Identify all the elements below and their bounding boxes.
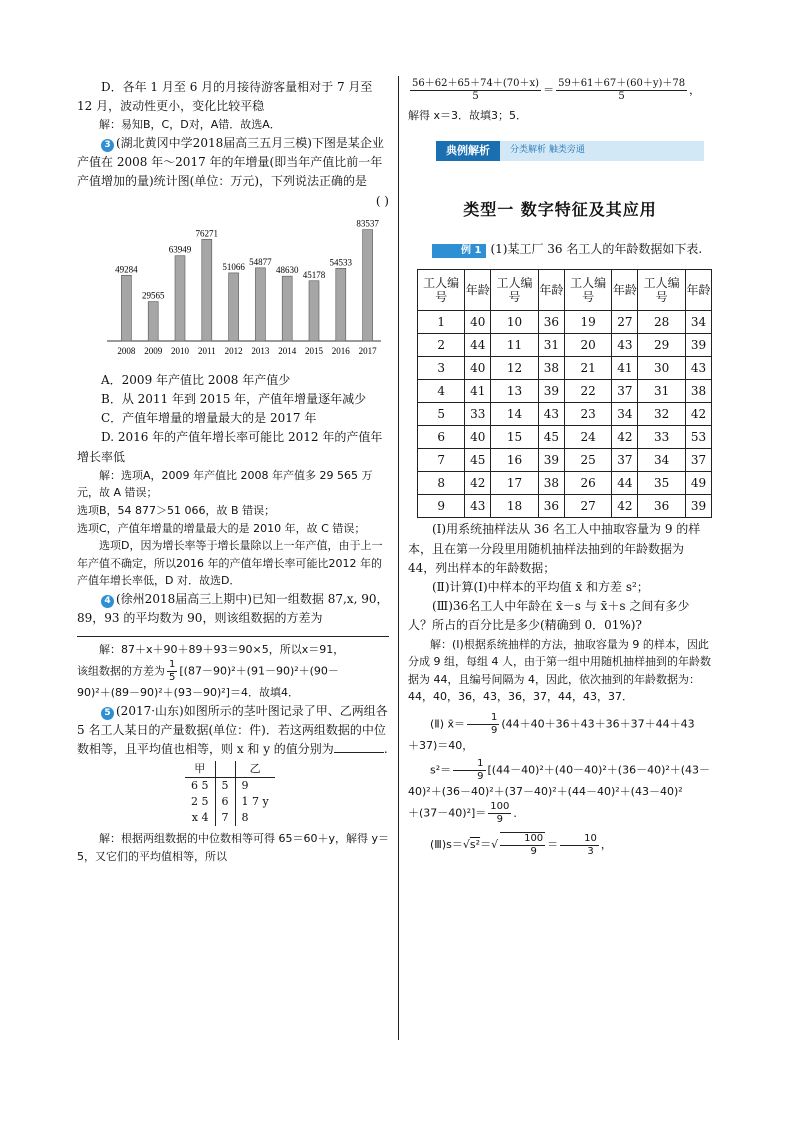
variance-end: ．	[513, 806, 525, 820]
q3-solution-3: 选项C，产值年增量的增量最大的是 2010 年，故 C 错误；	[77, 521, 366, 535]
data-label-2013: 54877	[249, 256, 272, 267]
table-cell: 20	[564, 334, 612, 357]
table-cell: 40	[465, 426, 491, 449]
table-row	[418, 357, 712, 380]
table-cell: 42	[612, 495, 638, 518]
table-cell: 13	[491, 380, 539, 403]
bar-2016	[336, 268, 346, 341]
frac-denominator: 9	[477, 771, 484, 783]
data-label-2014: 48630	[275, 264, 299, 275]
stddev-result-fraction	[560, 833, 599, 858]
mean-label: (Ⅱ) x̄＝	[430, 717, 466, 731]
stem-row-right: 1 7 y	[241, 795, 269, 809]
table-cell: 22	[564, 380, 612, 403]
table-cell: 32	[638, 403, 686, 426]
table-cell: 38	[685, 380, 711, 403]
mean-equation	[408, 78, 712, 103]
table-cell: 41	[612, 357, 638, 380]
table-cell: 37	[612, 380, 638, 403]
table-cell: 43	[538, 403, 564, 426]
table-header-cell: 工人编号	[491, 270, 539, 311]
sqrt-radicand: s²	[469, 838, 481, 852]
eq-sign-2: ＝	[547, 838, 559, 852]
data-label-2010: 63949	[168, 244, 192, 255]
table-cell: 42	[685, 403, 711, 426]
tick-label-2010: 2010	[171, 345, 189, 356]
table-row	[418, 472, 712, 495]
table-cell: 31	[638, 380, 686, 403]
solution-variance-2: 40)²＋(36－40)²＋(37－40)²＋(44－40)²＋(43－40)²	[408, 785, 683, 799]
eq-comma: ，	[689, 83, 701, 97]
table-cell: 34	[685, 311, 711, 334]
table-cell: 43	[612, 334, 638, 357]
table-cell: 41	[465, 380, 491, 403]
stem-row-stem: 6	[215, 794, 235, 810]
q3-option-c: C．产值年增量的增量最大的是 2017 年	[101, 411, 317, 426]
table-cell: 39	[685, 495, 711, 518]
tick-label-2009: 2009	[144, 345, 163, 356]
data-label-2012: 51066	[222, 261, 245, 272]
q5-answer-blank	[334, 741, 384, 753]
q3-option-d: D. 2016 年的产值年增长率可能比 2012 年的产值年增长率低	[77, 430, 383, 464]
eq-right-fraction	[556, 78, 687, 103]
table-body	[418, 311, 712, 518]
q5-solution: 解：根据两组数据的中位数相等可得 65＝60＋y，解得 y＝5，又它们的平均值相等，所以	[77, 832, 390, 863]
frac-denominator: 9	[496, 814, 504, 826]
bar-2015	[309, 280, 319, 340]
tick-label-2014: 2014	[278, 345, 297, 356]
table-cell: 34	[612, 403, 638, 426]
bar-2017	[363, 229, 373, 340]
question-number-5: 5	[101, 707, 114, 720]
data-label-2008: 49284	[115, 264, 138, 275]
solution-variance	[408, 758, 712, 783]
data-label-2009: 29565	[141, 290, 165, 301]
tick-label-2013: 2013	[251, 345, 270, 356]
table-row	[418, 449, 712, 472]
q4-stem: (徐州2018届高三上期中)已知一组数据 87,x, 90，89，93 的平均数为 90，则该组数据的方差为	[77, 592, 389, 626]
table-cell: 1	[418, 311, 465, 334]
stem-head-jia: 甲	[185, 761, 215, 778]
table-cell: 12	[491, 357, 539, 380]
table-cell: 11	[491, 334, 539, 357]
table-cell: 10	[491, 311, 539, 334]
table-header-cell: 年龄	[685, 270, 711, 311]
bar-2011	[202, 239, 212, 341]
table-cell: 45	[538, 426, 564, 449]
frac-numerator: 1	[467, 712, 499, 725]
variance-expr-end: ＋(37－40)²]＝	[408, 806, 487, 820]
table-header-row	[418, 270, 712, 311]
table-cell: 38	[538, 472, 564, 495]
tick-label-2016: 2016	[331, 345, 350, 356]
table-row	[418, 380, 712, 403]
table-cell: 43	[465, 495, 491, 518]
table-cell: 21	[564, 357, 612, 380]
age-table	[417, 269, 712, 518]
table-header-cell: 年龄	[465, 270, 491, 311]
frac-denominator: 3	[587, 845, 594, 857]
stem-row-left: 6 5	[191, 779, 209, 793]
q3-option-b: B．从 2011 年到 2015 年，产值年增量逐年减少	[101, 392, 367, 407]
frac-denominator: 9	[530, 846, 537, 858]
q4-solution-1: 解：87＋x＋90＋89＋93＝90×5，所以x＝91，	[99, 643, 345, 657]
stem-leaf-plot	[185, 761, 275, 826]
table-cell: 34	[638, 449, 686, 472]
eq-left-fraction	[410, 78, 541, 103]
banner-title: 典例解析	[436, 141, 500, 161]
data-label-2016: 54533	[329, 257, 353, 268]
tick-label-2011: 2011	[197, 345, 216, 356]
question-4	[77, 590, 389, 628]
part-3: (Ⅲ)36名工人中年龄在 x̄－s 与 x̄＋s 之间有多少人？所占的百分比是多少(精确到 0．01%)?	[408, 599, 690, 633]
bar-2008	[121, 275, 131, 341]
bar-chart-svg	[77, 211, 389, 361]
bar-2013	[255, 268, 265, 341]
frac-denominator: 5	[169, 671, 176, 683]
part-1: (Ⅰ)用系统抽样法从 36 名工人中抽取容量为 9 的样本，且在第一分段里用随机抽样法抽到的年龄数据为 44，列出样本的年龄数据；	[408, 522, 701, 575]
data-label-2017: 83537	[356, 218, 379, 229]
table-cell: 42	[612, 426, 638, 449]
table-cell: 6	[418, 426, 465, 449]
table-header-cell: 年龄	[612, 270, 638, 311]
left-column	[77, 78, 389, 865]
table-cell: 33	[638, 426, 686, 449]
tick-label-2017: 2017	[358, 345, 377, 356]
table-cell: 9	[418, 495, 465, 518]
solution-part-1: 解：(Ⅰ)根据系统抽样的方法，抽取容量为 9 的样本，因此分成 9 组，每组 4 人，由于第一组中用随机抽样抽到的年龄数据为 44，且编号间隔为 4，因此，依次抽到的年龄数据为：44，40，36，43，36，37，44，43，37．	[408, 637, 711, 704]
q4-solution-3: 90)²＋(89－90)²＋(93－90)²]＝4．故填4．	[77, 685, 299, 699]
table-cell: 36	[538, 311, 564, 334]
table-cell: 8	[418, 472, 465, 495]
table-cell: 37	[685, 449, 711, 472]
mean-expr: (44＋40＋36＋43＋36＋37＋44＋43	[501, 717, 695, 731]
table-cell: 35	[638, 472, 686, 495]
q4-solution-2	[77, 659, 389, 684]
table-cell: 4	[418, 380, 465, 403]
eq-right-num: 59＋61＋67＋(60＋y)＋78	[558, 78, 686, 89]
stddev-label: (Ⅲ)s＝	[430, 838, 463, 852]
table-cell: 43	[685, 357, 711, 380]
eq-sign: ＝	[543, 83, 555, 97]
q3-solution-2: 选项B，54 877＞51 066，故 B 错误；	[77, 504, 276, 518]
stem-row-right: 8	[241, 811, 249, 825]
table-cell: 40	[465, 357, 491, 380]
table-cell: 33	[465, 403, 491, 426]
frac-numerator: 1	[453, 758, 485, 771]
table-cell: 37	[612, 449, 638, 472]
variance-fraction	[453, 758, 485, 783]
table-cell: 29	[638, 334, 686, 357]
table-cell: 18	[491, 495, 539, 518]
frac-numerator: 100	[490, 801, 510, 813]
table-cell: 14	[491, 403, 539, 426]
fraction-one-fifth	[167, 659, 177, 684]
column-divider	[398, 76, 399, 1040]
table-cell: 39	[538, 449, 564, 472]
frac-numerator: 10	[560, 833, 599, 846]
table-cell: 39	[685, 334, 711, 357]
table-cell: 27	[612, 311, 638, 334]
eq-sign: ＝	[480, 838, 492, 852]
q3-solution-1: 解：选项A，2009 年产值比 2008 年产值多 29 565 万元，故 A 错误；	[77, 468, 373, 500]
table-row	[418, 426, 712, 449]
table-cell: 7	[418, 449, 465, 472]
right-column	[408, 78, 712, 858]
option-d-prev: D．各年 1 月至 6 月的月接待游客量相对于 7 月至 12 月，波动性更小，变化比较平稳	[77, 80, 373, 114]
q5-stem: (2017·山东)如图所示的茎叶图记录了甲、乙两组各 5 名工人某日的产量数据(单位：件)．若这两组数据的中位数相等，且平均值也相等，则 x 和 y 的值分别为	[77, 703, 388, 756]
question-number-4: 4	[101, 595, 114, 608]
example-tag: 例 1	[432, 244, 486, 258]
table-cell: 31	[538, 334, 564, 357]
table-cell: 30	[638, 357, 686, 380]
table-cell: 2	[418, 334, 465, 357]
stem-row-right: 9	[241, 779, 249, 793]
bar-2014	[282, 276, 292, 341]
data-label-2015: 45178	[302, 269, 326, 280]
eq-left-num: 56＋62＋65＋74＋(70＋x)	[412, 78, 540, 89]
variance-label: s²＝	[430, 763, 452, 777]
tick-label-2015: 2015	[305, 345, 323, 356]
table-cell: 17	[491, 472, 539, 495]
solution-prev: 解：易知B，C，D对，A错．故选A．	[99, 118, 281, 132]
solution-stddev: (Ⅲ)s＝√s²＝√ $\frac{100}{9}$ ＝ $\frac{10}{3}$ ，	[430, 832, 612, 858]
q3-solution-4: 选项D，因为增长率等于增长量除以上一年产值，由于上一年产值不确定，所以2016 年的产值年增长率可能比2012 年的产值年增长率低，D 对．故选D．	[77, 539, 383, 588]
stem-head-yi: 乙	[235, 761, 275, 778]
table-cell: 42	[465, 472, 491, 495]
table-cell: 53	[685, 426, 711, 449]
tick-label-2008: 2008	[117, 345, 136, 356]
table-cell: 40	[465, 311, 491, 334]
q3-option-a: A．2009 年产值比 2008 年产值少	[101, 372, 291, 387]
type-title: 类型一 数字特征及其应用	[463, 199, 657, 219]
table-cell: 36	[638, 495, 686, 518]
stem-row-stem: 7	[215, 810, 235, 826]
q3-stem: (湖北黄冈中学2018届高三五月三模)下图是某企业产值在 2008 年～2017 年的年增量(即当年产值比前一年产值增加的量)统计图(单位：万元)，下列说法正确的是	[77, 135, 384, 189]
part-2: (Ⅱ)计算(Ⅰ)中样本的平均值 x̄ 和方差 s²；	[432, 579, 649, 594]
frac-denominator: 9	[491, 724, 498, 736]
stem-row-stem: 5	[215, 778, 235, 795]
frac-numerator: 100	[500, 833, 545, 846]
table-cell: 26	[564, 472, 612, 495]
q3-answer-paren: ( )	[375, 193, 389, 208]
table-cell: 49	[685, 472, 711, 495]
data-label-2011: 76271	[195, 228, 219, 239]
table-cell: 38	[538, 357, 564, 380]
section-banner	[436, 141, 704, 161]
table-row	[418, 403, 712, 426]
stem-row-left: x 4	[191, 811, 209, 825]
variance-result-fraction	[488, 801, 511, 826]
bar-chart	[77, 196, 389, 367]
frac-numerator: 1	[169, 658, 176, 670]
table-cell: 3	[418, 357, 465, 380]
stem-head-mid	[215, 761, 235, 778]
table-cell: 5	[418, 403, 465, 426]
question-5: 5 (2017·山东)如图所示的茎叶图记录了甲、乙两组各 5 名工人某日的产量数据(单位：件)．若这两组数据的中位数相等，且平均值也相等，则 x 和 y 的值分别为 .	[77, 703, 388, 756]
table-row	[418, 334, 712, 357]
table-header-cell: 年龄	[538, 270, 564, 311]
banner-subtitle: 分类解析 触类旁通	[510, 145, 585, 156]
eq-left-den: 5	[472, 91, 479, 102]
table-header-cell: 工人编号	[638, 270, 686, 311]
question-number-3: 3	[101, 139, 114, 152]
q4-sol-text-2: [(87－90)²＋(91－90)²＋(90－	[179, 664, 339, 678]
bar-2010	[175, 255, 185, 340]
q4-answer-blank	[77, 628, 389, 637]
table-header-cell: 工人编号	[564, 270, 612, 311]
bar-2012	[229, 273, 239, 341]
solution-mean	[408, 712, 712, 737]
solution-mean-cont: ＋37)＝40，	[408, 738, 474, 752]
variance-expr: [(44－40)²＋(40－40)²＋(36－40)²＋(43－	[487, 763, 711, 777]
eq-right-den: 5	[618, 91, 625, 102]
stem-row-left: 2 5	[191, 795, 209, 809]
sqrt-fraction	[500, 832, 545, 858]
table-cell: 15	[491, 426, 539, 449]
table-row	[418, 311, 712, 334]
bar-2009	[148, 301, 158, 340]
stddev-end: ，	[600, 838, 612, 852]
table-cell: 36	[538, 495, 564, 518]
table-cell: 27	[564, 495, 612, 518]
question-3	[77, 134, 389, 208]
tick-label-2012: 2012	[224, 345, 243, 356]
example-1	[408, 240, 712, 259]
table-header-cell: 工人编号	[418, 270, 465, 311]
table-cell: 44	[612, 472, 638, 495]
table-cell: 25	[564, 449, 612, 472]
table-cell: 23	[564, 403, 612, 426]
table-cell: 45	[465, 449, 491, 472]
solution-variance-3	[408, 801, 712, 826]
mean-fraction	[467, 712, 499, 737]
table-cell: 39	[538, 380, 564, 403]
eq-result: 解得 x＝3．故填3；5．	[408, 109, 528, 122]
table-cell: 19	[564, 311, 612, 334]
example-stem: (1)某工厂 36 名工人的年龄数据如下表.	[490, 242, 703, 257]
q4-sol-text: 该组数据的方差为	[77, 664, 165, 678]
table-cell: 44	[465, 334, 491, 357]
table-cell: 24	[564, 426, 612, 449]
table-cell: 28	[638, 311, 686, 334]
table-cell: 16	[491, 449, 539, 472]
table-row	[418, 495, 712, 518]
